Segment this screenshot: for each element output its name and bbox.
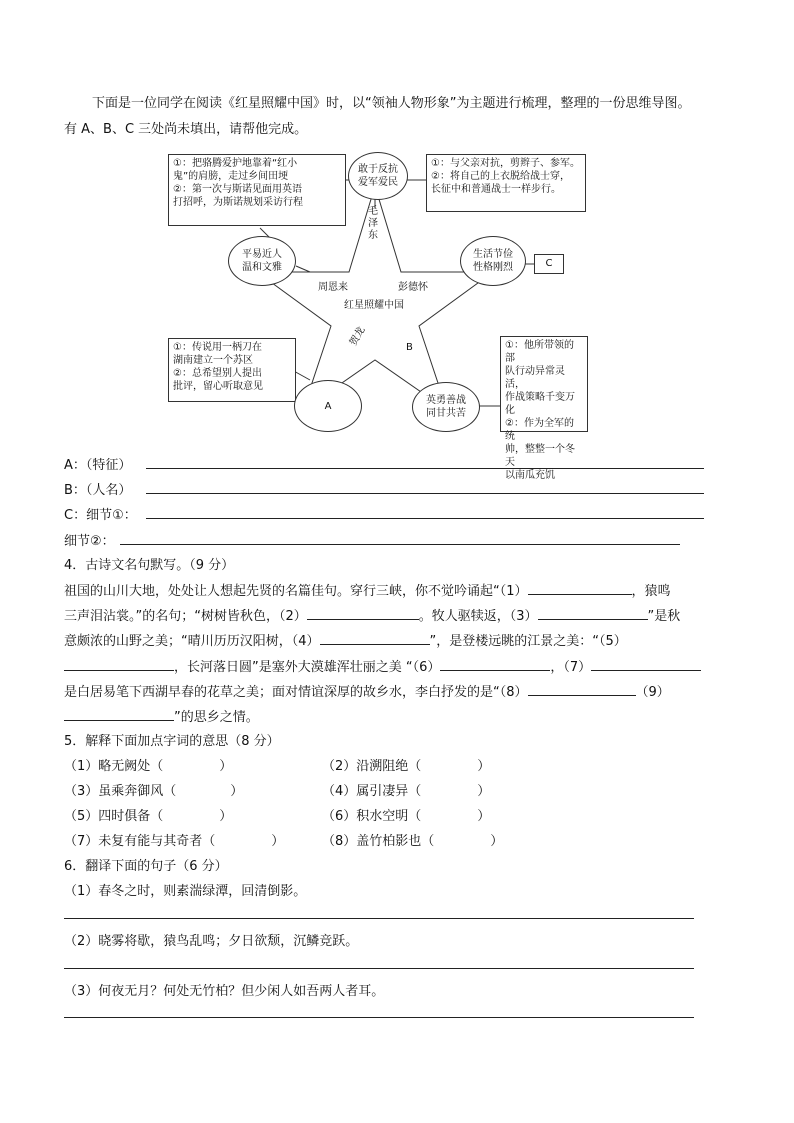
answer-b-label: B：（人名） [64,483,132,498]
q4-text: 是白居易笔下西湖早春的花草之美；面对情谊深厚的故乡水，李白抒发的是“（8） [64,685,528,700]
answer-a-label: A：（特征） [64,458,132,473]
q4-text: 祖国的山川大地，处处让人想起先贤的名篇佳句。穿行三峡，你不觉吟诵起“（1） [64,584,528,599]
q5-item-2: （2）沿溯阻绝（ ） [322,759,491,774]
name-mao: 毛泽东 [368,206,378,241]
answer-d-row [64,530,115,549]
answer-d-label: 细节②： [64,534,115,549]
blank-7[interactable] [591,656,701,671]
q4-text: 三声泪沾裳。”的名句；“树树皆秋色，（2） [64,609,307,624]
answer-b-row [64,479,131,498]
bottom-trait-ellipse: 英勇善战 同甘共苦 [412,382,480,432]
top-trait-ellipse: 敢于反抗 爱军爱民 [348,152,408,200]
blank-9[interactable] [64,706,174,721]
q5-item-3: （3）虽乘奔御风（ ） [64,784,244,799]
q6-sentence-2: （2）晓雾将歇，猿鸟乱鸣；夕日欲颓，沉鳞竞跃。 [64,934,359,949]
right-trait-ellipse: 生活节俭 性格刚烈 [460,236,526,286]
a-placeholder-ellipse: A [294,380,362,432]
name-zhou: 周恩来 [318,282,348,293]
name-he: 贺龙 [347,325,368,348]
q4-text: ”的思乡之情。 [174,710,259,725]
left-trait-ellipse: 平易近人 温和文雅 [228,236,296,286]
bottom-right-detail-box: ①：他所带领的部 队行动异常灵活， 作战策略千变万化 ②：作为全军的统 帅，整整一个冬天 以南瓜充饥 [500,336,588,432]
q5-item-4: （4）属引凄异（ ） [322,784,491,799]
q4-text: ，长河落日圆”是塞外大漠雄浑壮丽之美 “（6） [174,660,441,675]
name-peng: 彭德怀 [398,282,428,293]
blank-5[interactable] [64,656,174,671]
q6-answer-line-3[interactable] [64,1017,694,1018]
q4-title: 4．古诗文名句默写。（9 分） [64,558,235,573]
q4-line-5 [64,681,670,700]
q4-text: ”，是登楼远眺的江景之美：“（5） [429,634,627,649]
q5-item-5: （5）四时俱备（ ） [64,809,233,824]
q4-text: ，（7） [550,660,592,675]
top-right-detail-box: ①：与父亲对抗，剪辫子、参军。 ②：将自己的上衣脱给战士穿， 长征中和普通战士一样步行。 [426,154,586,212]
center-title: 红星照耀中国 [344,300,404,311]
q4-text: ，猿鸣 [631,584,671,599]
q4-line-2 [64,605,680,624]
q6-sentence-1: （1）春冬之时，则素湍绿潭，回清倒影。 [64,884,307,899]
q5-item-6: （6）积水空明（ ） [322,809,491,824]
top-left-detail-box: ①：把骆腾爱护地靠着“红小 鬼”的肩膀，走过乡间田埂 ②：第一次与斯诺见面用英语 打招呼，为斯诺规划采访行程 [168,154,346,226]
q4-line-1 [64,580,671,599]
answer-a-row [64,454,131,473]
intro-line-1: 下面是一位同学在阅读《红星照耀中国》时，以“领袖人物形象”为主题进行梳理，整理的一份思维导图。 [92,96,691,111]
blank-1[interactable] [528,580,632,595]
c-placeholder-box: C [534,254,564,274]
q4-line-6 [64,706,259,725]
q4-line-4 [64,656,701,675]
q6-answer-line-1[interactable] [64,918,694,919]
answer-b-input-line[interactable] [146,493,704,494]
bottom-left-detail-box: ①：传说用一柄刀在 湖南建立一个苏区 ②：总希望别人提出 批评，留心听取意见 [168,338,296,402]
blank-2[interactable] [307,605,419,620]
q5-title: 5．解释下面加点字词的意思（8 分） [64,734,280,749]
q6-sentence-3: （3）何夜无月？何处无竹柏？但少闲人如吾两人者耳。 [64,984,385,999]
mindmap-figure [160,148,580,481]
blank-6[interactable] [440,656,550,671]
b-placeholder-label: B [406,342,413,353]
blank-8[interactable] [528,681,636,696]
answer-c-row [64,504,137,523]
blank-4[interactable] [320,630,430,645]
q4-line-3 [64,630,627,649]
blank-3[interactable] [538,605,648,620]
answer-c-input-line[interactable] [146,518,704,519]
q6-answer-line-2[interactable] [64,968,694,969]
q5-item-7: （7）未复有能与其奇者（ ） [64,834,285,849]
q4-text: 意颇浓的山野之美；“晴川历历汉阳树，（4） [64,634,320,649]
answer-d-input-line[interactable] [120,544,680,545]
q4-text: （9） [635,685,670,700]
q5-item-8: （8）盖竹柏影也（ ） [322,834,504,849]
q6-title: 6．翻译下面的句子（6 分） [64,859,228,874]
q4-text: 。牧人驱犊返，（3） [418,609,538,624]
q4-text: ”是秋 [647,609,681,624]
intro-line-2: 有 A、B、C 三处尚未填出，请帮他完成。 [64,122,308,137]
answer-a-input-line[interactable] [146,468,704,469]
answer-c-label: C：细节①： [64,508,137,523]
q5-item-1: （1）略无阙处（ ） [64,759,233,774]
